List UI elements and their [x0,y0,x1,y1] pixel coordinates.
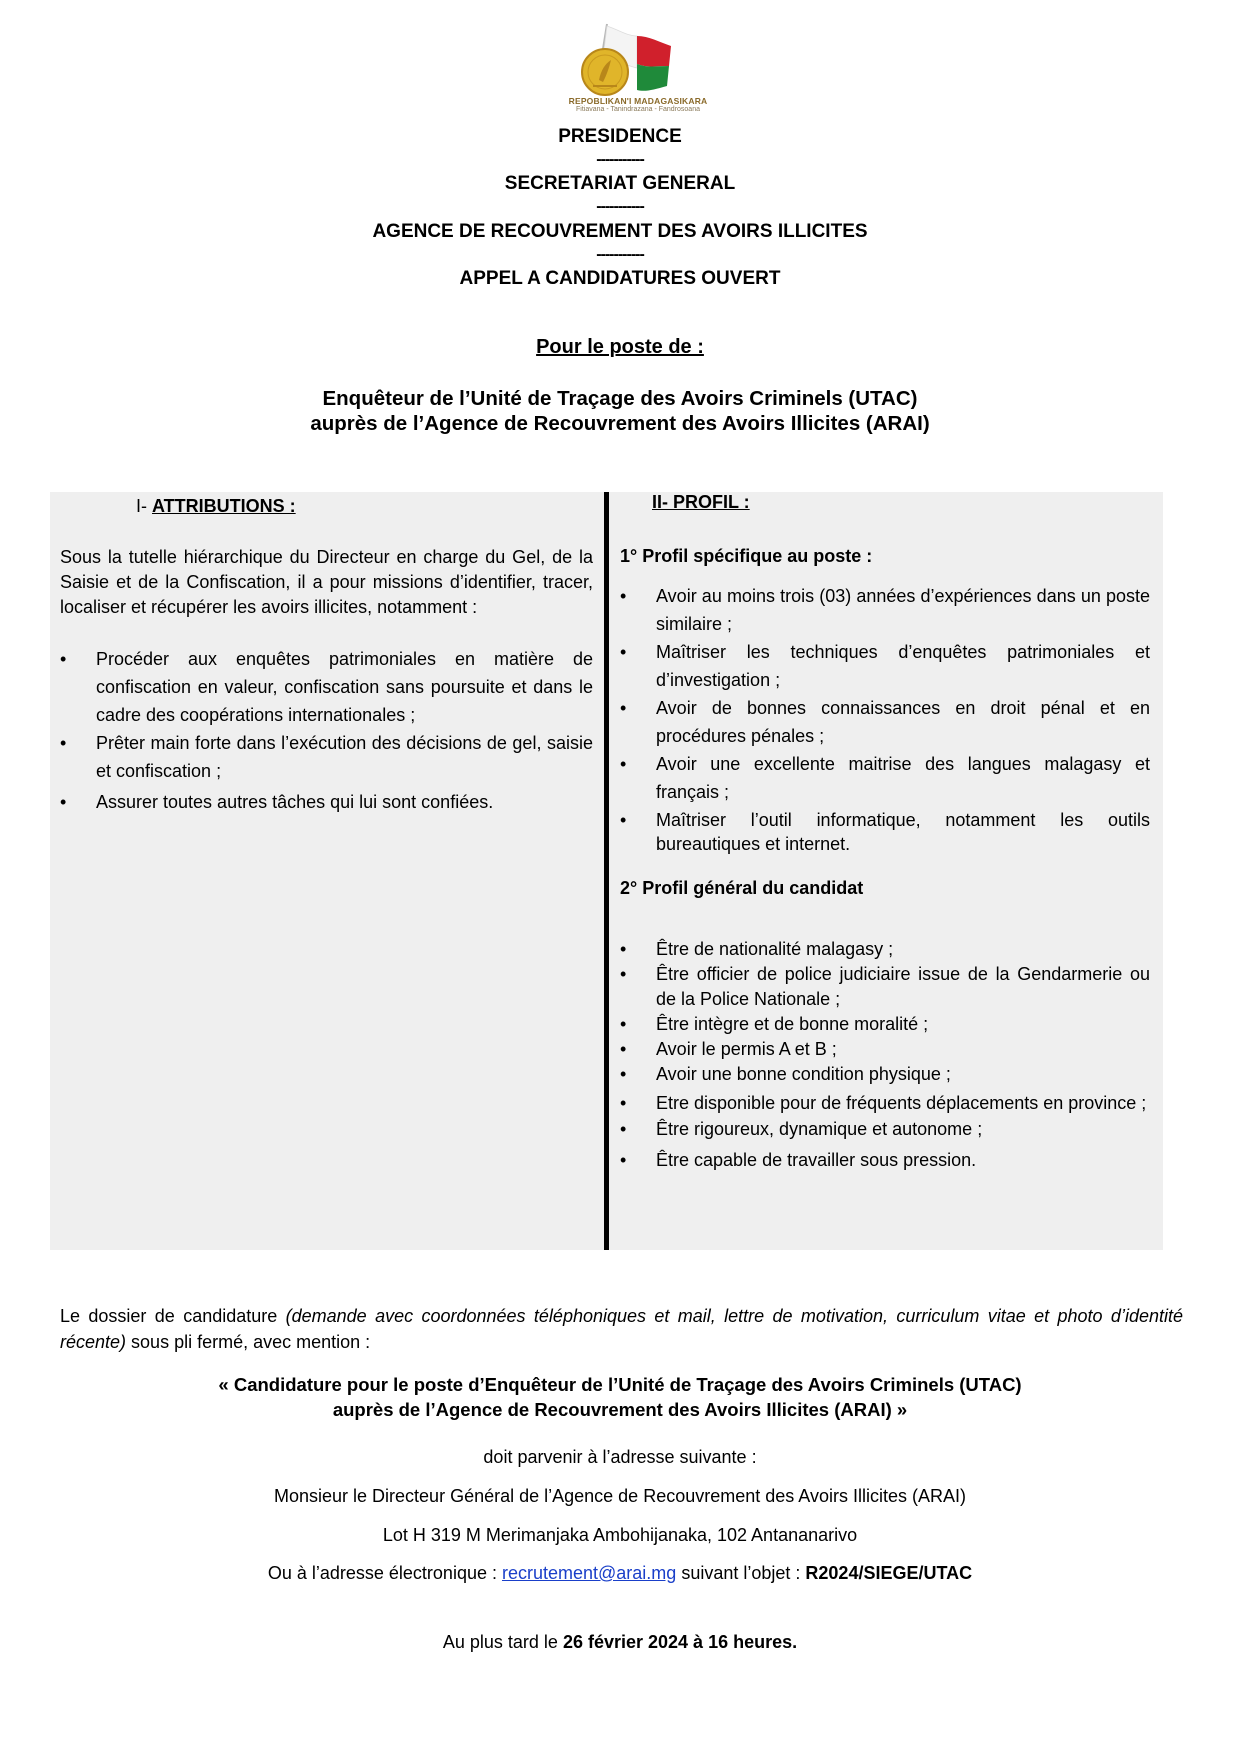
poste-label [0,336,1240,359]
mention-block [0,1372,1240,1422]
header-presidence: PRESIDENCE [558,126,682,147]
object-prefix: suivant l’objet : [676,1563,806,1583]
list-item: • Être de nationalité malagasy ; [620,937,1150,962]
list-item: • Être intègre et de bonne moralité ; [620,1012,1150,1037]
list-item: • Etre disponible pour de fréquents déplacements en province ; [620,1089,1150,1117]
list-item: • Prêter main forte dans l’exécution des décisions de gel, saisie et confiscation ; [60,729,593,785]
deadline-line [0,1632,1240,1653]
profil-specifique-title: 1° Profil spécifique au poste : [620,546,873,566]
deadline-date: 26 février 2024 à 16 heures. [562,1632,798,1652]
header-separator: ----------- [596,246,644,263]
profil-general-list [620,937,1150,1173]
header-appel: APPEL A CANDIDATURES OUVERT [459,268,781,289]
profil-title: II- PROFIL : [652,492,750,512]
column-divider [604,492,609,1250]
poste-title [0,386,1240,436]
logo-motto: Fitiavana - Tanindrazana - Fandrosoana [575,106,700,113]
list-item: • Avoir de bonnes connaissances en droit pénal et en procédures pénales ; [620,694,1150,750]
list-item: • Avoir une excellente maitrise des langues malagasy et français ; [620,750,1150,806]
poste-title-line2: auprès de l’Agence de Recouvrement des Avoirs Illicites (ARAI) [310,412,930,435]
republic-emblem-logo [553,20,723,112]
list-item: • Maîtriser les techniques d’enquêtes patrimoniales et d’investigation ; [620,638,1150,694]
deadline-prefix: Au plus tard le [442,1632,563,1652]
profil-heading [620,490,1150,515]
list-item: • Procéder aux enquêtes patrimoniales en matière de confiscation en valeur, confiscation sans poursuite et dans le cadre des coopérations internationales ; [60,645,593,729]
header-separator: ----------- [596,198,644,215]
dossier-suffix: sous pli fermé, avec mention : [126,1332,371,1352]
attributions-list [60,645,593,816]
list-item: • Maîtriser l’outil informatique, notamment les outils bureautiques et internet. [620,808,1150,856]
email-prefix: Ou à l’adresse électronique : [267,1563,502,1583]
header-agence: AGENCE DE RECOUVREMENT DES AVOIRS ILLICITES [372,221,868,242]
recipient: Monsieur le Directeur Général de l’Agence de Recouvrement des Avoirs Illicites (ARAI) [274,1486,966,1506]
list-item: • Avoir le permis A et B ; [620,1037,1150,1062]
object-reference: R2024/SIEGE/UTAC [805,1563,973,1583]
list-item: • Avoir au moins trois (03) années d’expériences dans un poste similaire ; [620,582,1150,638]
list-item: • Être capable de travailler sous pression. [620,1148,1150,1173]
mention-line1: « Candidature pour le poste d’Enquêteur de l’Unité de Traçage des Avoirs Criminels (UTAC) [218,1374,1022,1395]
attributions-roman: I- [136,496,147,516]
logo-republic-name: REPOBLIKAN'I MADAGASIKARA [568,96,708,106]
address-intro: doit parvenir à l’adresse suivante : [483,1447,757,1467]
header-separator: ----------- [596,151,644,168]
header-secretariat: SECRETARIAT GENERAL [504,173,736,194]
attributions-title: ATTRIBUTIONS : [152,496,296,516]
list-item: • Assurer toutes autres tâches qui lui sont confiées. [60,788,593,816]
poste-label-text: Pour le poste de : [536,336,704,358]
email-link[interactable]: recrutement@arai.mg [501,1563,677,1583]
postal-address: Lot H 319 M Merimanjaka Ambohijanaka, 102 Antananarivo [382,1525,858,1545]
poste-title-line1: Enquêteur de l’Unité de Traçage des Avoirs Criminels (UTAC) [322,387,918,410]
profil-general-title: 2° Profil général du candidat [620,878,864,898]
flag-and-seal-icon [553,20,723,100]
list-item: • Être officier de police judiciaire issue de la Gendarmerie ou de la Police Nationale ; [620,962,1150,1012]
attributions-intro: Sous la tutelle hiérarchique du Directeur en charge du Gel, de la Saisie et de la Confiscation, il a pour missions d’identifier, tracer, localiser et récupérer les avoirs illicites, notamment : [60,547,593,617]
attributions-column [60,494,593,816]
dossier-prefix: Le dossier de candidature [60,1306,286,1326]
list-item: • Avoir une bonne condition physique ; [620,1062,1150,1087]
dossier-paragraph [60,1303,1183,1355]
profil-column [620,490,1150,1173]
attributions-heading [60,494,593,519]
profil-specifique-list [620,582,1150,856]
mention-line2: auprès de l’Agence de Recouvrement des Avoirs Illicites (ARAI) » [332,1399,908,1420]
list-item: • Être rigoureux, dynamique et autonome ; [620,1117,1150,1142]
dossier-italic: (demande avec coordonnées téléphoniques et mail, lettre de motivation, curriculum vitae et photo d’identité récente) [60,1306,1183,1352]
email-line [0,1563,1240,1584]
